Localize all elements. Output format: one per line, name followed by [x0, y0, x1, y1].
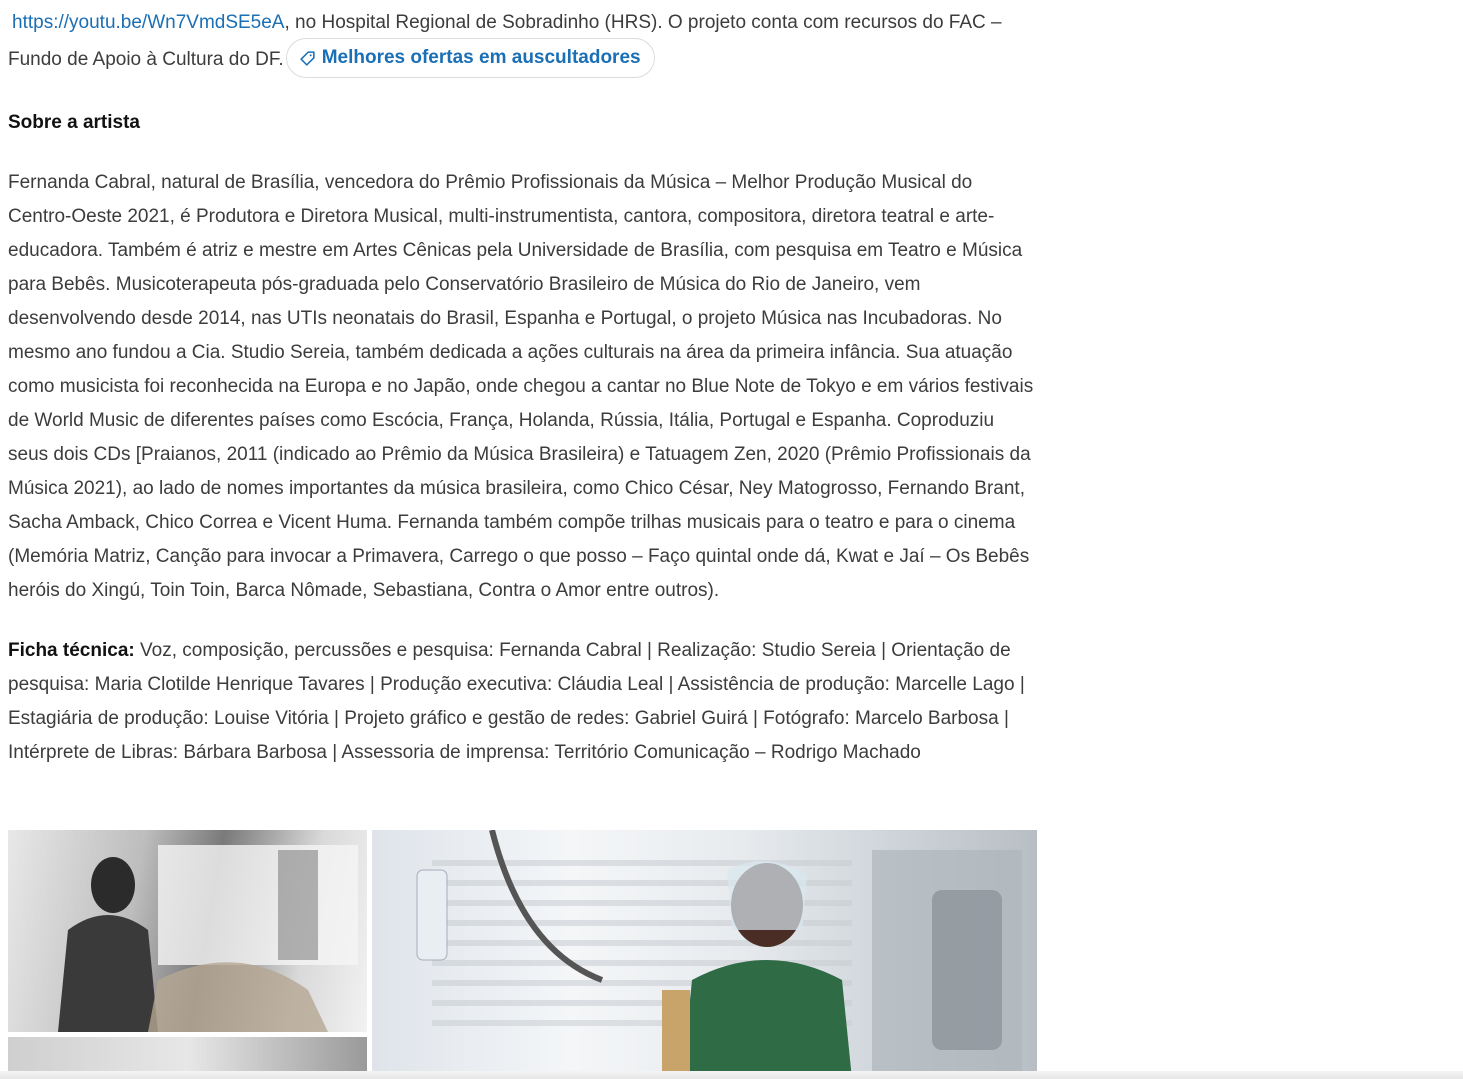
bottom-scroll-edge — [0, 1071, 1463, 1079]
gallery-photo-artist-nicu[interactable] — [372, 830, 1037, 1079]
deals-chip-button[interactable] — [286, 38, 655, 78]
photo-gallery — [8, 830, 1038, 1079]
tag-icon — [299, 50, 316, 67]
photo-placeholder-shapes — [8, 830, 367, 1032]
credits-paragraph — [8, 634, 1038, 770]
intro-text: , no Hospital Regional de Sobradinho (HRS). O projeto conta com recursos do FAC – Fundo de Apoio à Cultura do DF. — [8, 12, 1002, 71]
deals-chip-label: Melhores ofertas em auscultadores — [321, 47, 641, 68]
section-heading-about: Sobre a artista — [8, 112, 140, 133]
credits-label: Ficha técnica: — [8, 640, 135, 661]
photo-placeholder-shapes — [372, 830, 1037, 1079]
gallery-photo-nicu-bw[interactable] — [8, 830, 367, 1032]
credits-text: Voz, composição, percussões e pesquisa: Fernanda Cabral | Realização: Studio Sereia | Orientação de pesquisa: Maria Clotilde Henrique Tavares | Produção executiva: Cláudia Leal | Assistência de produção: Marcelle Lago | Estagiária de produção: Louise Vitória | Projeto gráfico e gestão de redes: Gabriel Guirá | Fotógrafo: Marcelo Barbosa | Intérprete de Libras: Bárbara Barbosa | Assessoria de imprensa: Território Comunicação – Rodrigo Machado — [8, 640, 1025, 763]
about-paragraph: Fernanda Cabral, natural de Brasília, vencedora do Prêmio Profissionais da Música – Melhor Produção Musical do Centro-Oeste 2021, é Produtora e Diretora Musical, multi-instrumentista, cantora, compositora, diretora teatral e arte-educadora. Também é atriz e mestre em Artes Cênicas pela Universidade de Brasília, com pesquisa em Teatro e Música para Bebês. Musicoterapeuta pós-graduada pelo Conservatório Brasileiro de Música do Rio de Janeiro, vem desenvolvendo desde 2014, nas UTIs neonatais do Brasil, Espanha e Portugal, o projeto Música nas Incubadoras. No mesmo ano fundou a Cia. Studio Sereia, também dedicada a ações culturais na área da primeira infância. Sua atuação como musicista foi reconhecida na Europa e no Japão, onde chegou a cantar no Blue Note de Tokyo e em vários festivais de World Music de diferentes países como Escócia, França, Holanda, Rússia, Itália, Portugal e Espanha. Coproduziu seus dois CDs [Praianos, 2011 (indicado ao Prêmio da Música Brasileira) e Tatuagem Zen, 2020 (Prêmio Profissionais da Música 2021), ao lado de nomes importantes da música brasileira, como Chico César, Ney Matogrosso, Fernando Brant, Sacha Amback, Chico Correa e Vicent Huma. Fernanda também compõe trilhas musicais para o teatro e para o cinema (Memória Matriz, Canção para invocar a Primavera, Carrego o que posso – Faço quintal onde dá, Kwat e Jaí – Os Bebês heróis do Xingú, Toin Toin, Barca Nômade, Sebastiana, Contra o Amor entre outros). — [8, 172, 1034, 601]
article-body — [8, 6, 1038, 796]
intro-paragraph — [8, 6, 1038, 80]
youtube-link[interactable]: https://youtu.be/Wn7VmdSE5eA — [12, 12, 285, 33]
